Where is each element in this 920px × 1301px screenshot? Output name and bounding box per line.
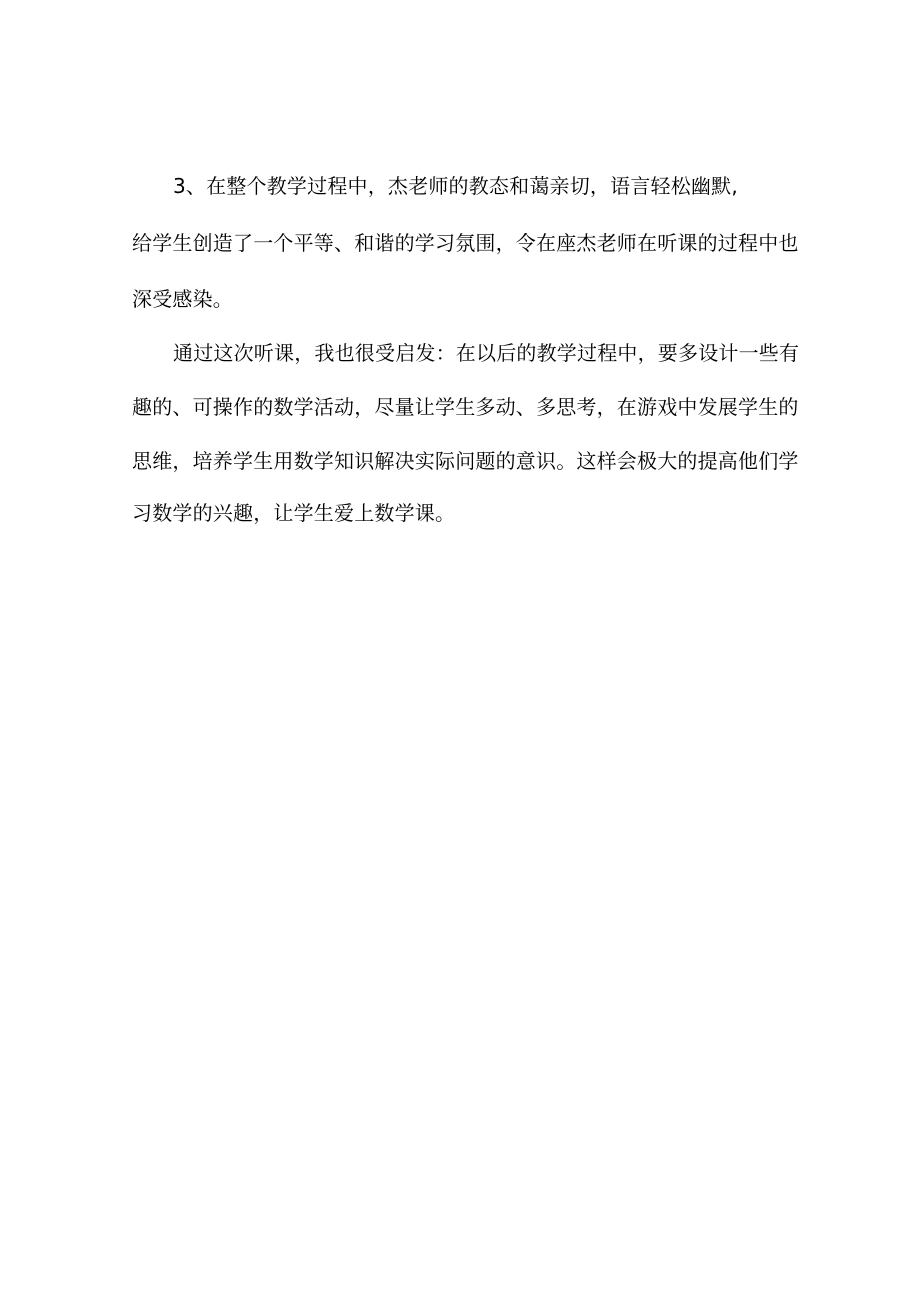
paragraph-2-line-1: 通过这次听课，我也很受启发：在以后的教学过程中，要多设计一些有 [173, 341, 800, 365]
paragraph-2-line-2: 趣的、可操作的数学活动，尽量让学生多动、多思考，在游戏中发展学生的 [132, 395, 799, 419]
paragraph-2-line-4: 习数学的兴趣，让学生爱上数学课。 [132, 501, 456, 525]
paragraph-1-line-2: 给学生创造了一个平等、和谐的学习氛围，令在座杰老师在听课的过程中也 [132, 231, 799, 255]
paragraph-1-line-3: 深受感染。 [132, 287, 233, 311]
paragraph-1-line-1: 3、在整个教学过程中，杰老师的教态和蔼亲切，语言轻松幽默, [173, 174, 738, 198]
paragraph-2-line-3: 思维，培养学生用数学知识解决实际问题的意识。这样会极大的提高他们学 [132, 449, 799, 473]
